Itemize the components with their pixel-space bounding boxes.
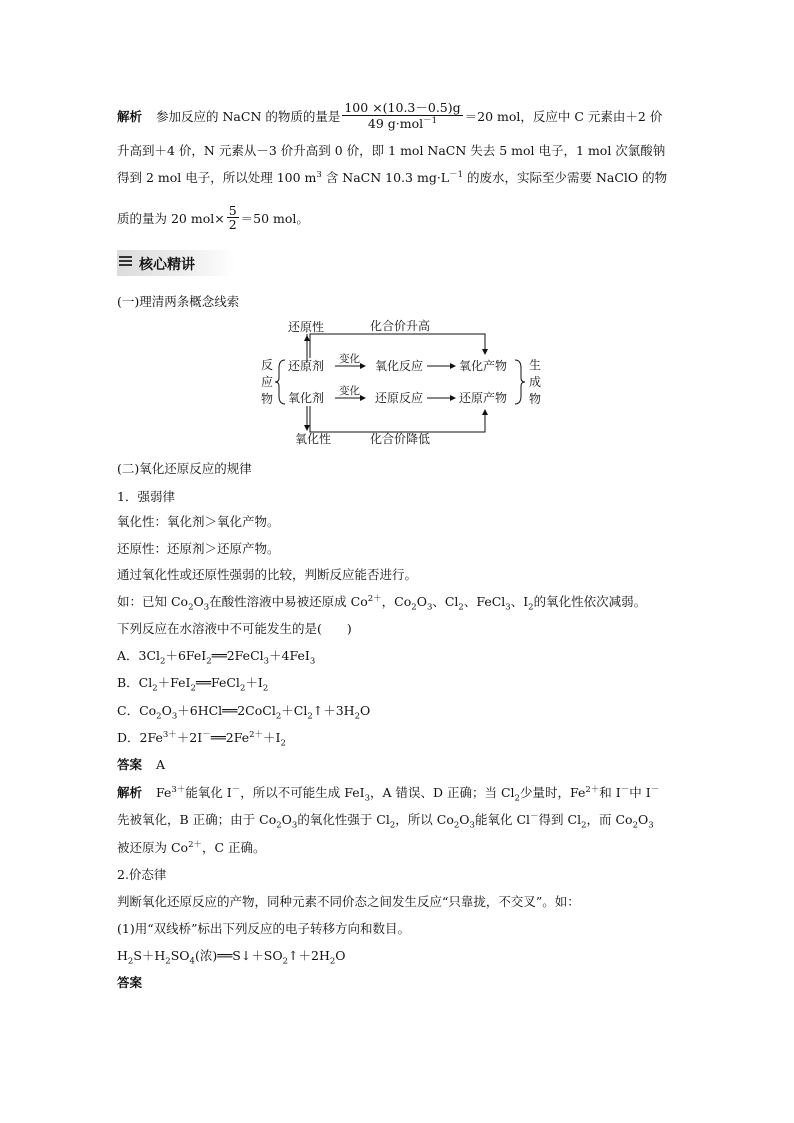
change-label-1: 变化	[339, 353, 360, 365]
oxidation-reaction: 氧化反应	[375, 359, 424, 373]
change-label-2: 变化	[339, 385, 360, 397]
section-heading-text: 核心精讲	[139, 257, 195, 273]
task-text: (1)用“双线桥”标出下列反应的电子转移方向和数目。	[117, 921, 410, 936]
diagram-lines	[255, 318, 545, 448]
product-char-2: 成	[529, 375, 542, 389]
option-d: D．$2Fe^{3+}+2I^-══2Fe^{2+}+I_2$	[117, 729, 286, 749]
analysis-line-2: 升高到＋4 价，N 元素从－3 价升高到 0 价，即 1 mol NaCN 失去 5 mol 电子，1 mol 次氯酸钠	[117, 143, 666, 158]
answer-label: 答案	[117, 757, 143, 772]
reducing-rule: 还原性：还原剂＞还原产物。	[117, 541, 280, 556]
valence-decrease-label: 化合价降低	[370, 432, 431, 446]
analysis-label: 解析	[117, 109, 143, 124]
rule-1-title: 1．强弱律	[117, 489, 175, 504]
rule-2-text: 判断氧化还原反应的产物，同种元素不同价态之间发生反应“只靠拢，不交叉”。如：	[117, 894, 580, 909]
valence-increase-label: 化合价升高	[370, 319, 431, 333]
explanation-line-2: 先被氧化，B 正确；由于 $Co_2O_3$的氧化性强于 $Cl_2$，所以 $Co_2O_3$能氧化 Cl－得到 $Cl_2$，而 $Co_2O_3$	[117, 811, 654, 831]
reduction-product: 还原产物	[459, 391, 508, 405]
fraction-denominator: 49 g·mol$^{-1}$	[367, 115, 438, 131]
oxidizing-agent: 氧化剂	[288, 391, 325, 405]
answer-value: A	[156, 757, 166, 772]
fraction-moles	[342, 100, 462, 131]
analysis-text-2: ＝20 mol，反应中 C 元素由＋2 价	[464, 109, 663, 124]
option-c: C．$Co_2O_3+6HCl══2CoCl_2+Cl_2↑+3H_2O$	[117, 703, 371, 722]
option-b: B．$Cl_2+FeI_2══FeCl_2+I_2$	[117, 675, 269, 694]
option-a: A．$3Cl_2+6FeI_2══2FeCl_3+4FeI_3$	[117, 648, 316, 667]
oxidizing-rule: 氧化性：氧化剂＞氧化产物。	[117, 514, 280, 529]
concept-diagram	[255, 318, 545, 448]
answer-label-2: 答案	[117, 975, 143, 990]
reactant-char-3: 物	[261, 392, 274, 406]
subsection-1-title: (一)理清两条概念线索	[117, 294, 240, 309]
reducing-agent: 还原剂	[288, 359, 325, 373]
judgement-text: 通过氧化性或还原性强弱的比较，判断反应能否进行。	[117, 567, 418, 582]
section-heading	[117, 250, 235, 276]
question-text: 下列反应在水溶液中不可能发生的是( )	[117, 621, 352, 636]
list-icon	[119, 256, 132, 269]
reducing-property-label: 还原性	[288, 320, 325, 334]
fraction-numerator: 100 ×(10.3－0.5)g	[344, 100, 461, 115]
subsection-2-title: (二)氧化还原反应的规律	[117, 461, 252, 476]
oxidation-product: 氧化产物	[459, 359, 508, 373]
reactant-char-1: 反	[261, 358, 274, 372]
explanation-line-1: 解析 $Fe^{3+}$能氧化 I－，所以不可能生成 FeI$_3$，A 错误、D 正确；当 $Cl_2$少量时，$Fe^{2+}$和 I－中 I－	[117, 784, 660, 804]
product-char-1: 生	[529, 358, 542, 372]
analysis-text: 参加反应的 NaCN 的物质的量是	[156, 109, 341, 124]
explanation-line-3: 被还原为 $Co^{2+}$，C 正确。	[117, 839, 266, 855]
fraction-five-halves: $\frac{5}{2}$	[228, 203, 237, 232]
analysis-line-1	[117, 102, 662, 133]
oxidizing-property-label: 氧化性	[295, 432, 332, 446]
reduction-reaction: 还原反应	[375, 391, 424, 405]
rule-2-title: 2.价态律	[117, 867, 167, 882]
example-text: 如：已知 $Co_2O_3$在酸性溶液中易被还原成 $Co^{2+}$，$Co_2O_3$、$Cl_2$、FeCl$_3$、$I_2$的氧化性依次减弱。	[117, 593, 647, 613]
reaction-equation: $H_2S+H_2SO_4$(浓)$══S↓+SO_2↑+2H_2O$	[117, 948, 346, 967]
explanation-label: 解析	[117, 785, 143, 800]
reactant-char-2: 应	[261, 375, 274, 389]
product-char-3: 物	[529, 392, 542, 406]
analysis-line-4: 质的量为 20 mol× $\frac{5}{2}$ ＝50 mol。	[117, 203, 309, 232]
answer-line	[117, 757, 165, 773]
analysis-line-3: 得到 2 mol 电子，所以处理 100 $m^3$ 含 NaCN 10.3 $mg\cdot L^{-1}$ 的废水，实际至少需要 NaClO 的物	[117, 169, 668, 185]
